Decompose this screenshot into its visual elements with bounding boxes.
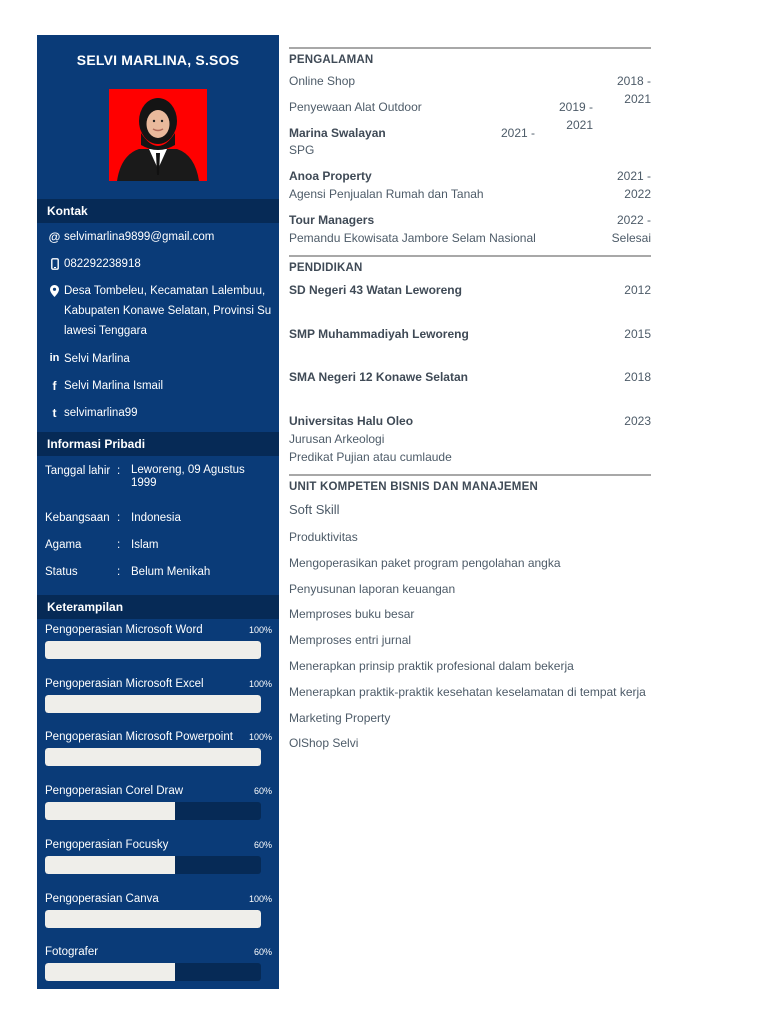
education-sd: SD Negeri 43 Watan Leworeng (289, 283, 462, 297)
skill-label: Pengoperasian Microsoft Powerpoint (45, 731, 233, 744)
education-smp: SMP Muhammadiyah Leworeng (289, 327, 469, 341)
skill-progress-bar (45, 641, 261, 659)
main-content (289, 35, 651, 989)
skill-percent: 100% (248, 678, 272, 689)
experience-anoa-role: Agensi Penjualan Rumah dan Tanah (289, 187, 484, 201)
info-row-nationality: Kebangsaan : Indonesia (45, 508, 279, 528)
competency-item: Memproses buku besar (289, 607, 415, 622)
experience-tour-date: 2022 - Selesai (611, 213, 651, 245)
education-smp-year: 2015 (624, 327, 651, 341)
competency-item: Menerapkan prinsip praktik profesional dalam bekerja (289, 659, 574, 673)
education-sd-year: 2012 (624, 283, 651, 297)
experience-marina-title: Marina Swalayan (289, 126, 386, 140)
competency-item: Penyusunan laporan keuangan (289, 581, 456, 596)
skill-progress-bar (45, 695, 261, 713)
sidebar (37, 35, 279, 989)
competency-heading: UNIT KOMPETEN BISNIS DAN MANAJEMEN (289, 481, 538, 493)
skill-label: Pengoperasian Microsoft Excel (45, 677, 204, 690)
skill-label: Pengoperasian Microsoft Word (45, 624, 203, 636)
contact-linkedin[interactable]: in Selvi Marlina (45, 349, 279, 369)
info-label: Kebangsaan (45, 512, 110, 524)
profile-photo (109, 89, 207, 181)
phone-icon (45, 254, 64, 274)
competency-item: Mengoperasikan paket program pengolahan angka (289, 555, 561, 570)
skill-label: Pengoperasian Corel Draw (45, 785, 184, 798)
contact-email[interactable]: @ selvimarlina9899@gmail.com (45, 227, 279, 247)
contact-twitter[interactable]: t selvimarlina99 (45, 403, 279, 423)
info-row-religion: Agama : Islam (45, 535, 279, 555)
twitter-icon: t (52, 406, 57, 420)
skill-percent: 100% (248, 625, 272, 635)
address-line-2: Kabupaten Konawe Selatan, Provinsi Su (64, 305, 272, 317)
experience-marina-date: 2021 - (500, 126, 535, 140)
section-divider (289, 47, 651, 49)
experience-tour-role: Pemandu Ekowisata Jambore Selam Nasional (289, 231, 536, 245)
skill-progress-bar (45, 963, 261, 981)
competency-item: OlShop Selvi (289, 736, 359, 751)
competency-item: Menerapkan praktik-praktik kesehatan keselamatan di tempat kerja (289, 684, 646, 699)
skill-progress-fill (45, 963, 175, 981)
experience-online-shop: Online Shop (289, 74, 356, 88)
competency-item: Produktivitas (289, 530, 358, 544)
skill-progress-bar (45, 748, 261, 766)
profile-name: SELVI MARLINA, S.SOS (76, 52, 240, 68)
info-row-status: Status : Belum Menikah (45, 562, 279, 582)
skill-progress-bar (45, 910, 261, 928)
info-label: Tanggal lahir (45, 465, 111, 477)
education-sma-year: 2018 (624, 370, 651, 384)
skill-progress-bar (45, 802, 261, 820)
experience-marina-role: SPG (289, 143, 315, 157)
skill-progress-fill (45, 856, 175, 874)
info-label: Status (45, 566, 78, 578)
contact-heading: Kontak (37, 199, 279, 223)
section-divider (289, 255, 651, 257)
personal-info-heading: Informasi Pribadi (37, 432, 279, 456)
skill-percent: 60% (253, 786, 272, 797)
at-icon: @ (48, 230, 61, 244)
info-label: Agama (45, 539, 82, 551)
skill-progress-fill (45, 802, 175, 820)
contact-phone[interactable]: 082292238918 (45, 254, 279, 274)
skills-heading: Keterampilan (37, 595, 279, 619)
skill-label: Pengoperasian Canva (45, 892, 159, 905)
experience-tour-title: Tour Managers (289, 213, 375, 227)
experience-heading: PENGALAMAN (289, 54, 374, 66)
info-row-birth: Tanggal lahir : Leworeng, 09 Agustus 1999 (45, 461, 279, 490)
experience-anoa-date: 2021 - 2022 (616, 169, 651, 201)
skill-progress-fill (45, 641, 261, 659)
skill-progress-bar (45, 856, 261, 874)
education-sma: SMA Negeri 12 Konawe Selatan (289, 370, 468, 384)
info-value: Islam (131, 539, 159, 551)
skill-progress-fill (45, 695, 261, 713)
address-line-1: Desa Tombeleu, Kecamatan Lalembuu, (64, 285, 266, 297)
info-value: Belum Menikah (131, 566, 211, 578)
skill-percent: 60% (253, 839, 272, 850)
linkedin-icon: in (49, 352, 60, 364)
experience-online-shop-date: 2018 - 2021 (616, 74, 651, 106)
education-university: Universitas Halu Oleo (289, 414, 414, 428)
competency-subheading: Soft Skill (289, 502, 340, 517)
skill-label: Pengoperasian Focusky (45, 838, 169, 851)
education-university-year: 2023 (624, 414, 651, 428)
experience-rental-date: 2019 - 2021 (558, 100, 593, 132)
competency-item: Marketing Property (289, 710, 391, 725)
info-value: Leworeng, 09 Agustus 1999 (131, 464, 245, 489)
education-university-honor: Predikat Pujian atau cumlaude (289, 450, 452, 464)
skill-label: Fotografer (45, 946, 99, 959)
section-divider (289, 474, 651, 476)
skill-percent: 100% (248, 893, 272, 904)
skill-percent: 100% (248, 732, 272, 743)
education-university-major: Jurusan Arkeologi (289, 432, 385, 446)
skill-percent: 60% (253, 947, 272, 958)
experience-rental: Penyewaan Alat Outdoor (289, 100, 422, 114)
address-line-3: lawesi Tenggara (64, 325, 147, 337)
skill-progress-fill (45, 748, 261, 766)
facebook-icon: f (52, 379, 57, 393)
info-value: Indonesia (131, 512, 181, 524)
location-pin-icon (45, 281, 64, 341)
contact-address (45, 281, 279, 341)
skill-progress-fill (45, 910, 261, 928)
education-heading: PENDIDIKAN (289, 262, 363, 274)
experience-anoa-title: Anoa Property (289, 169, 372, 183)
contact-facebook[interactable]: f Selvi Marlina Ismail (45, 376, 279, 396)
competency-item: Memproses entri jurnal (289, 633, 412, 648)
